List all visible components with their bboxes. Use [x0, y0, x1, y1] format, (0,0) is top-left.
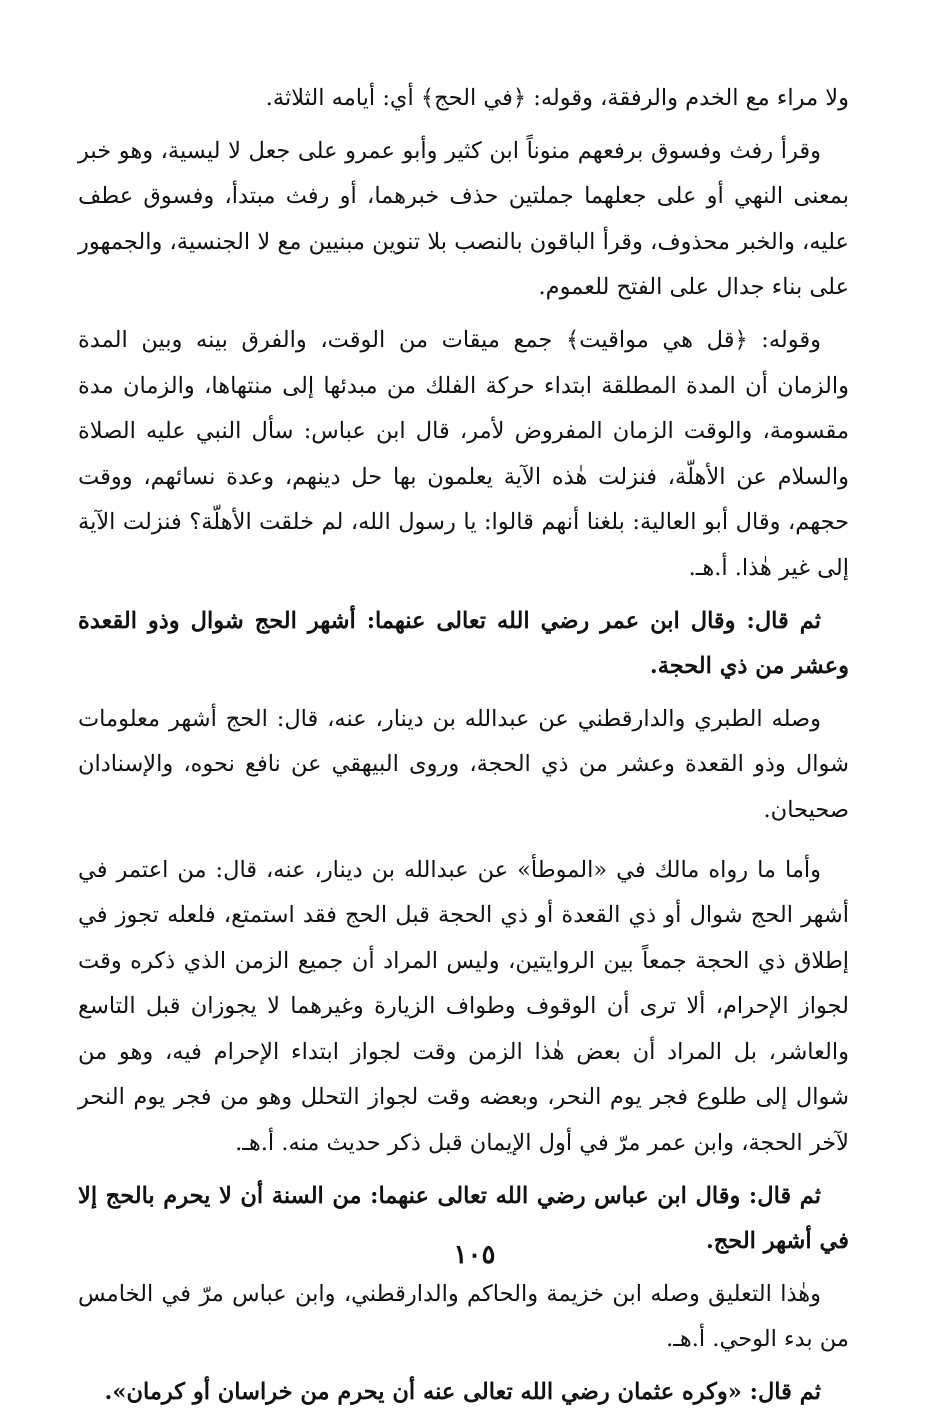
page-number: ١٠٥: [453, 1240, 496, 1270]
paragraph-4-heading: ثم قال: وقال ابن عمر رضي الله تعالى عنهما: أشهر الحج شوال وذو القعدة وعشر من ذي الحجة.: [78, 607, 849, 680]
paragraph-8: وهٰذا التعليق وصله ابن خزيمة والحاكم والدارقطني، وابن عباس مرّ في الخامس من بدء الوحي. أ.هـ.: [78, 1280, 849, 1353]
paragraph-5: وصله الطبري والدارقطني عن عبدالله بن دينار، عنه، قال: الحج أشهر معلومات شوال وذو القعدة وعشر من ذي الحجة، وروى البيهقي عن نافع نحوه، والإسنادان صحيحان.: [78, 705, 849, 823]
paragraph-3: وقوله: ﴿قل هي مواقيت﴾ جمع ميقات من الوقت، والفرق بينه وبين المدة والزمان أن المدة المطلقة ابتداء حركة الفلك من مبدئها إلى منتهاها، والزمان مدة مقسومة، والوقت الزمان المفروض لأمر، قال ابن عباس: سأل النبي عليه الصلاة والسلام عن الأهلّة، فنزلت هٰذه الآية يعلمون بها حل دينهم، وعدة نسائهم، ووقت حجهم، وقال أبو العالية: بلغنا أنهم قالوا: يا رسول الله، لم خلقت الأهلّة؟ فنزلت الآية إلى غير هٰذا. أ.هـ.: [78, 326, 849, 581]
paragraph-1: ولا مراء مع الخدم والرفقة، وقوله: ﴿في الحج﴾ أي: أيامه الثلاثة.: [265, 85, 849, 111]
paragraph-6: وأما ما رواه مالك في «الموطأ» عن عبدالله بن دينار، عنه، قال: من اعتمر في أشهر الحج شوال أو ذي القعدة أو ذي الحجة قبل الحج فقد استمتع، فلعله تجوز في إطلاق ذي الحجة جمعاً بين الروايتين، وليس المراد أن جميع الزمن الذي ذكره وقت لجواز الإحرام، ألا ترى أن الوقوف وطواف الزيارة وغيرهما لا يجوزان قبل التاسع والعاشر، بل المراد أن بعض هٰذا الزمن وقت لجواز ابتداء الإحرام فيه، وهو من شوال إلى طلوع فجر يوم النحر، وبعضه وقت لجواز التحلل وهو من فجر يوم النحر لآخر الحجة، وابن عمر مرّ في أول الإيمان قبل ذكر حديث منه. أ.هـ.: [78, 856, 849, 1157]
paragraph-9-heading: ثم قال: «وكره عثمان رضي الله تعالى عنه أن يحرم من خراسان أو كرمان».: [104, 1379, 821, 1406]
paragraph-2: وقرأ رفث وفسوق برفعهم منوناً ابن كثير وأبو عمرو على جعل لا ليسية، وهو خبر بمعنى النهي أو على جعلهما جملتين حذف خبرهما، أو رفث مبتدأ، وفسوق عطف عليه، والخبر محذوف، وقرأ الباقون بالنصب بلا تنوين مبنيين مع لا الجنسية، والجمهور على بناء جدال على الفتح للعموم.: [78, 137, 849, 301]
paragraph-7-heading: ثم قال: وقال ابن عباس رضي الله تعالى عنهما: من السنة أن لا يحرم بالحج إلا في أشهر الحج.: [78, 1182, 849, 1255]
